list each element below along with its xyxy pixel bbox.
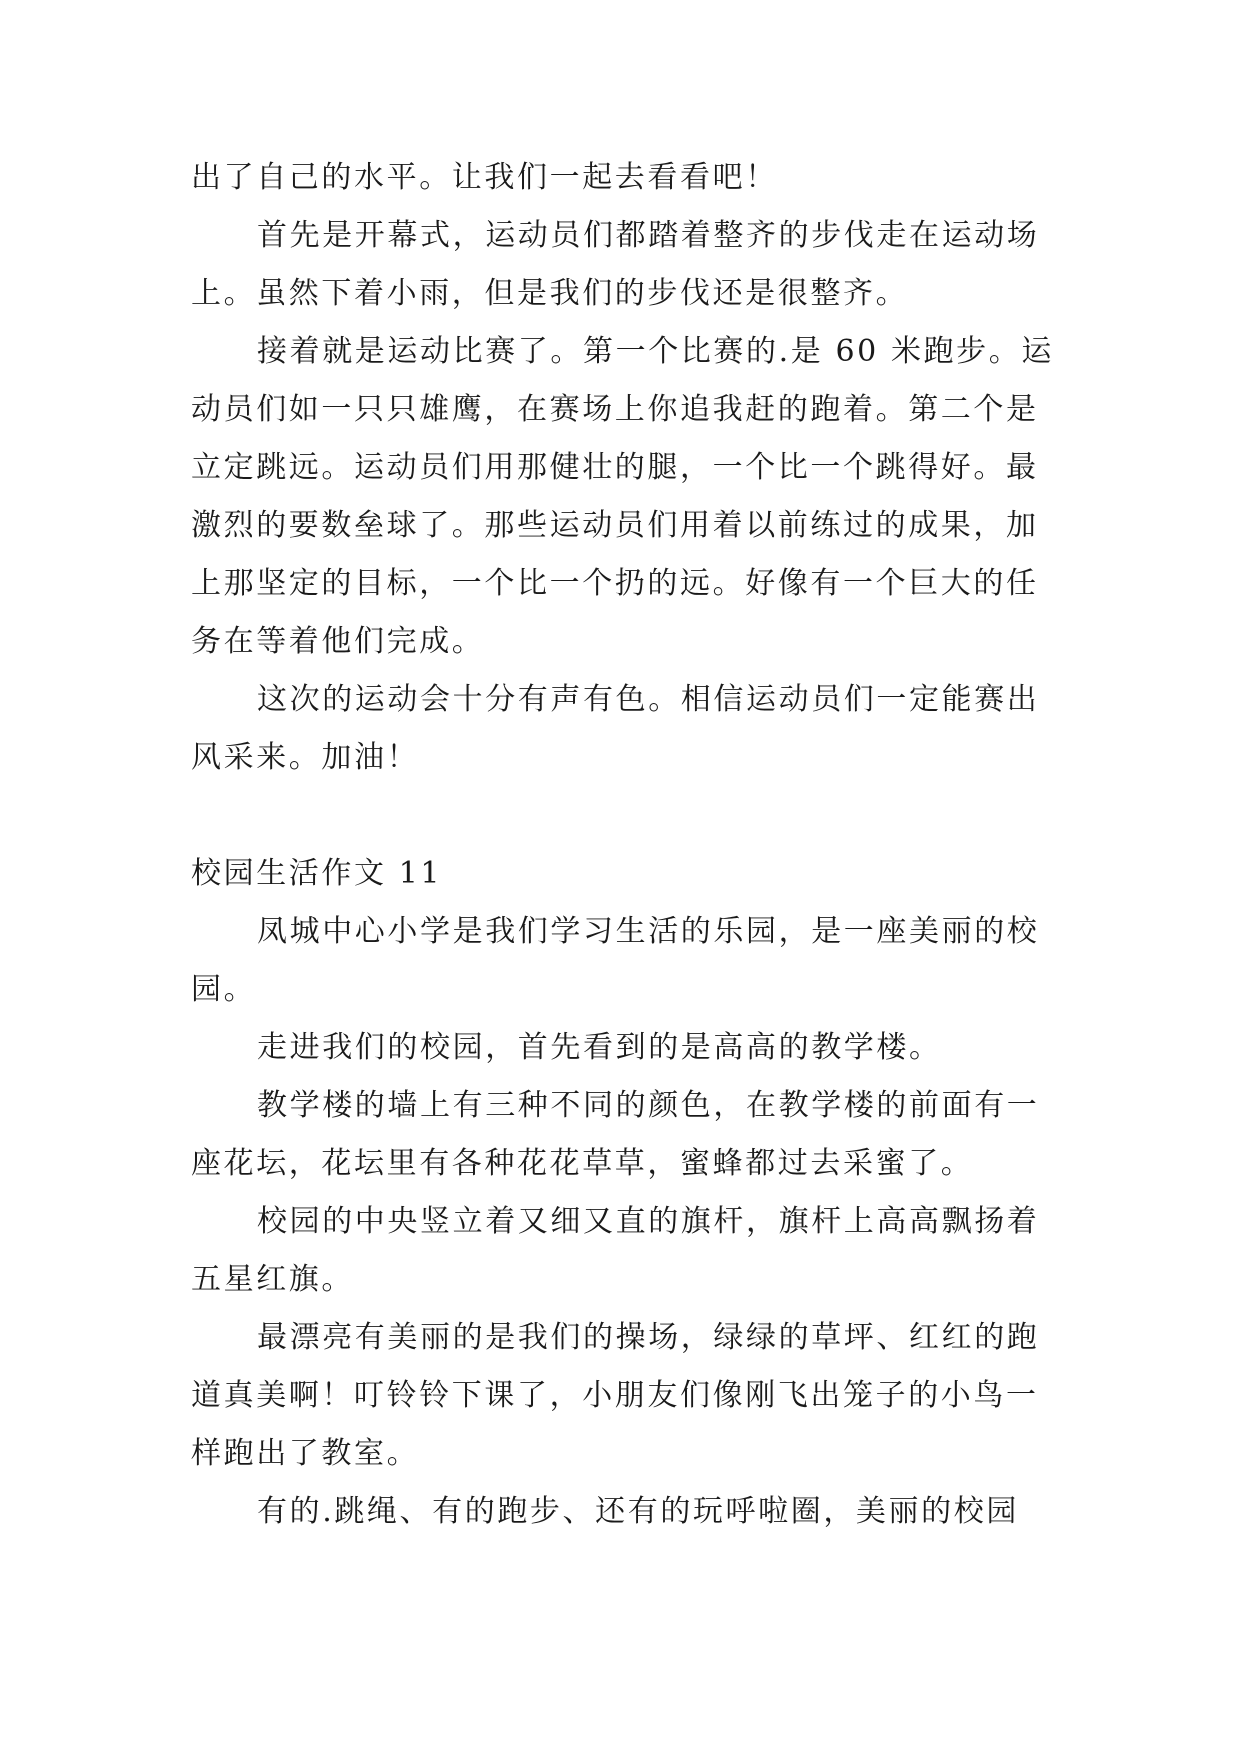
text-line: 园。 <box>191 972 257 1007</box>
paragraph-start-line: 首先是开幕式，运动员们都踏着整齐的步伐走在运动场 <box>257 218 1040 253</box>
text-line: 座花坛，花坛里有各种花花草草，蜜蜂都过去采蜜了。 <box>191 1146 974 1181</box>
text-line: 道真美啊！叮铃铃下课了，小朋友们像刚飞出笼子的小鸟一 <box>191 1378 1039 1413</box>
text-line: 风采来。加油！ <box>191 740 420 775</box>
text-line: 激烈的要数垒球了。那些运动员们用着以前练过的成果，加 <box>191 508 1039 543</box>
paragraph-start-line: 这次的运动会十分有声有色。相信运动员们一定能赛出 <box>257 682 1040 717</box>
text-line: 立定跳远。运动员们用那健壮的腿，一个比一个跳得好。最 <box>191 450 1039 485</box>
text-line: 上。虽然下着小雨，但是我们的步伐还是很整齐。 <box>191 276 909 311</box>
paragraph-start-line: 接着就是运动比赛了。第一个比赛的.是 60 米跑步。运 <box>257 334 1054 369</box>
paragraph-start-line: 最漂亮有美丽的是我们的操场，绿绿的草坪、红红的跑 <box>257 1320 1040 1355</box>
text-line: 动员们如一只只雄鹰，在赛场上你追我赶的跑着。第二个是 <box>191 392 1039 427</box>
text-line: 务在等着他们完成。 <box>191 624 485 659</box>
paragraph-start-line: 走进我们的校园，首先看到的是高高的教学楼。 <box>257 1030 942 1065</box>
text-line: 上那坚定的目标，一个比一个扔的远。好像有一个巨大的任 <box>191 566 1039 601</box>
text-line: 样跑出了教室。 <box>191 1436 420 1471</box>
paragraph-start-line: 有的.跳绳、有的跑步、还有的玩呼啦圈，美丽的校园 <box>257 1494 1019 1529</box>
text-line: 出了自己的水平。让我们一起去看看吧！ <box>191 160 778 195</box>
section-heading: 校园生活作文 11 <box>191 856 443 891</box>
paragraph-start-line: 教学楼的墙上有三种不同的颜色，在教学楼的前面有一 <box>257 1088 1040 1123</box>
text-line: 五星红旗。 <box>191 1262 354 1297</box>
paragraph-start-line: 校园的中央竖立着又细又直的旗杆，旗杆上高高飘扬着 <box>257 1204 1040 1239</box>
paragraph-start-line: 凤城中心小学是我们学习生活的乐园，是一座美丽的校 <box>257 914 1040 949</box>
